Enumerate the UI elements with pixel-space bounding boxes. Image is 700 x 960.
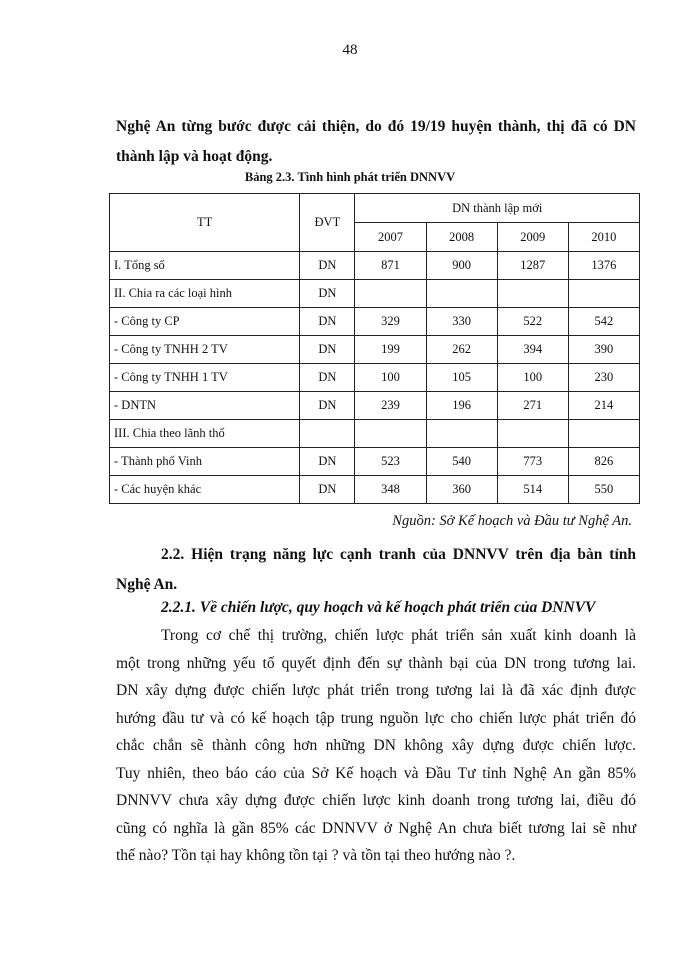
row-label: - Công ty TNHH 2 TV <box>110 336 300 364</box>
table-row <box>110 476 640 504</box>
body-line: hướng đầu tư và có kế hoạch tập trung nguồn lực cho chiến lược phát triển đó <box>116 709 636 727</box>
body-line: Tuy nhiên, theo báo cáo của Sở Kế hoạch và Đầu Tư tỉnh Nghệ An gần 85% <box>116 764 636 782</box>
row-value: 1287 <box>497 252 568 280</box>
row-value <box>568 280 639 308</box>
section-title-line: Nghệ An. <box>116 576 178 593</box>
row-value: 196 <box>426 392 497 420</box>
row-label: I. Tổng số <box>110 252 300 280</box>
row-value: 826 <box>568 448 639 476</box>
row-value <box>426 280 497 308</box>
row-value: 330 <box>426 308 497 336</box>
body-line: DN xây dựng được chiến lược phát triển trong tương lai là đã xác định được <box>116 682 636 699</box>
table-row <box>110 336 640 364</box>
row-value <box>355 420 426 448</box>
subsection-title: 2.2.1. Về chiến lược, quy hoạch và kế hoạch phát triển của DNNVV <box>161 599 596 616</box>
row-value: 239 <box>355 392 426 420</box>
row-value: 105 <box>426 364 497 392</box>
row-value <box>426 420 497 448</box>
row-value: 523 <box>355 448 426 476</box>
header-year: 2010 <box>568 223 639 252</box>
row-unit: DN <box>300 448 355 476</box>
row-label: - Công ty CP <box>110 308 300 336</box>
row-value: 271 <box>497 392 568 420</box>
row-value: 329 <box>355 308 426 336</box>
row-value <box>568 420 639 448</box>
row-unit: DN <box>300 308 355 336</box>
body-line: một trong những yếu tố quyết định đến sự thành bại của DN trong tương lai. <box>116 654 636 672</box>
row-unit: DN <box>300 364 355 392</box>
row-value <box>355 280 426 308</box>
row-value <box>497 420 568 448</box>
row-value: 230 <box>568 364 639 392</box>
header-tt: TT <box>110 194 300 252</box>
table-row <box>110 420 640 448</box>
body-line: Trong cơ chế thị trường, chiến lược phát triển sản xuất kinh doanh là <box>161 627 636 644</box>
row-value: 214 <box>568 392 639 420</box>
table-row <box>110 252 640 280</box>
header-unit: ĐVT <box>300 194 355 252</box>
row-label: - Thành phố Vinh <box>110 448 300 476</box>
row-label: III. Chia theo lãnh thổ <box>110 420 300 448</box>
row-value: 394 <box>497 336 568 364</box>
row-value: 540 <box>426 448 497 476</box>
intro-line: Nghệ An từng bước được cải thiện, do đó 19/19 huyện thành, thị đã có DN <box>116 118 636 135</box>
body-line: cũng có nghĩa là gần 85% các DNNVV ở Nghệ An chưa biết tương lai sẽ như <box>116 819 636 837</box>
table-row <box>110 392 640 420</box>
row-label: - DNTN <box>110 392 300 420</box>
row-value: 522 <box>497 308 568 336</box>
row-value: 871 <box>355 252 426 280</box>
row-unit: DN <box>300 280 355 308</box>
row-value: 514 <box>497 476 568 504</box>
row-label: - Công ty TNHH 1 TV <box>110 364 300 392</box>
body-line: thế nào? Tồn tại hay không tồn tại ? và tồn tại theo hướng nào ?. <box>116 847 516 864</box>
body-paragraph <box>116 622 636 870</box>
intro-line: thành lập và hoạt động. <box>116 148 273 165</box>
row-label: II. Chia ra các loại hình <box>110 280 300 308</box>
row-value: 360 <box>426 476 497 504</box>
body-line: chắc chắn sẽ thành công hơn những DN không xây dựng được chiến lược. <box>116 737 636 754</box>
header-new-enterprises: DN thành lập mới <box>355 194 640 223</box>
row-value: 199 <box>355 336 426 364</box>
row-value: 100 <box>497 364 568 392</box>
row-label: - Các huyện khác <box>110 476 300 504</box>
row-value: 390 <box>568 336 639 364</box>
row-unit: DN <box>300 336 355 364</box>
header-year: 2009 <box>497 223 568 252</box>
row-value: 262 <box>426 336 497 364</box>
header-year: 2008 <box>426 223 497 252</box>
row-value <box>497 280 568 308</box>
table-body <box>110 252 640 504</box>
table-source: Nguồn: Sở Kế hoạch và Đầu tư Nghệ An. <box>392 513 632 529</box>
row-unit: DN <box>300 476 355 504</box>
row-unit: DN <box>300 392 355 420</box>
row-value: 100 <box>355 364 426 392</box>
intro-paragraph <box>116 112 636 172</box>
row-unit: DN <box>300 252 355 280</box>
table-row <box>110 448 640 476</box>
development-table <box>109 193 640 504</box>
row-value: 1376 <box>568 252 639 280</box>
row-value: 900 <box>426 252 497 280</box>
table-row <box>110 280 640 308</box>
row-value: 542 <box>568 308 639 336</box>
table-row <box>110 364 640 392</box>
section-title <box>116 540 636 600</box>
body-line: DNNVV chưa xây dựng được chiến lược kinh doanh trong tương lai, điều đó <box>116 792 636 809</box>
row-value: 550 <box>568 476 639 504</box>
table-caption: Bảng 2.3. Tình hình phát triển DNNVV <box>244 170 456 184</box>
row-value: 773 <box>497 448 568 476</box>
row-value: 348 <box>355 476 426 504</box>
section-title-line: 2.2. Hiện trạng năng lực cạnh tranh của DNNVV trên địa bàn tỉnh <box>161 546 636 563</box>
page-number: 48 <box>342 42 358 58</box>
header-year: 2007 <box>355 223 426 252</box>
row-unit <box>300 420 355 448</box>
table-row <box>110 308 640 336</box>
